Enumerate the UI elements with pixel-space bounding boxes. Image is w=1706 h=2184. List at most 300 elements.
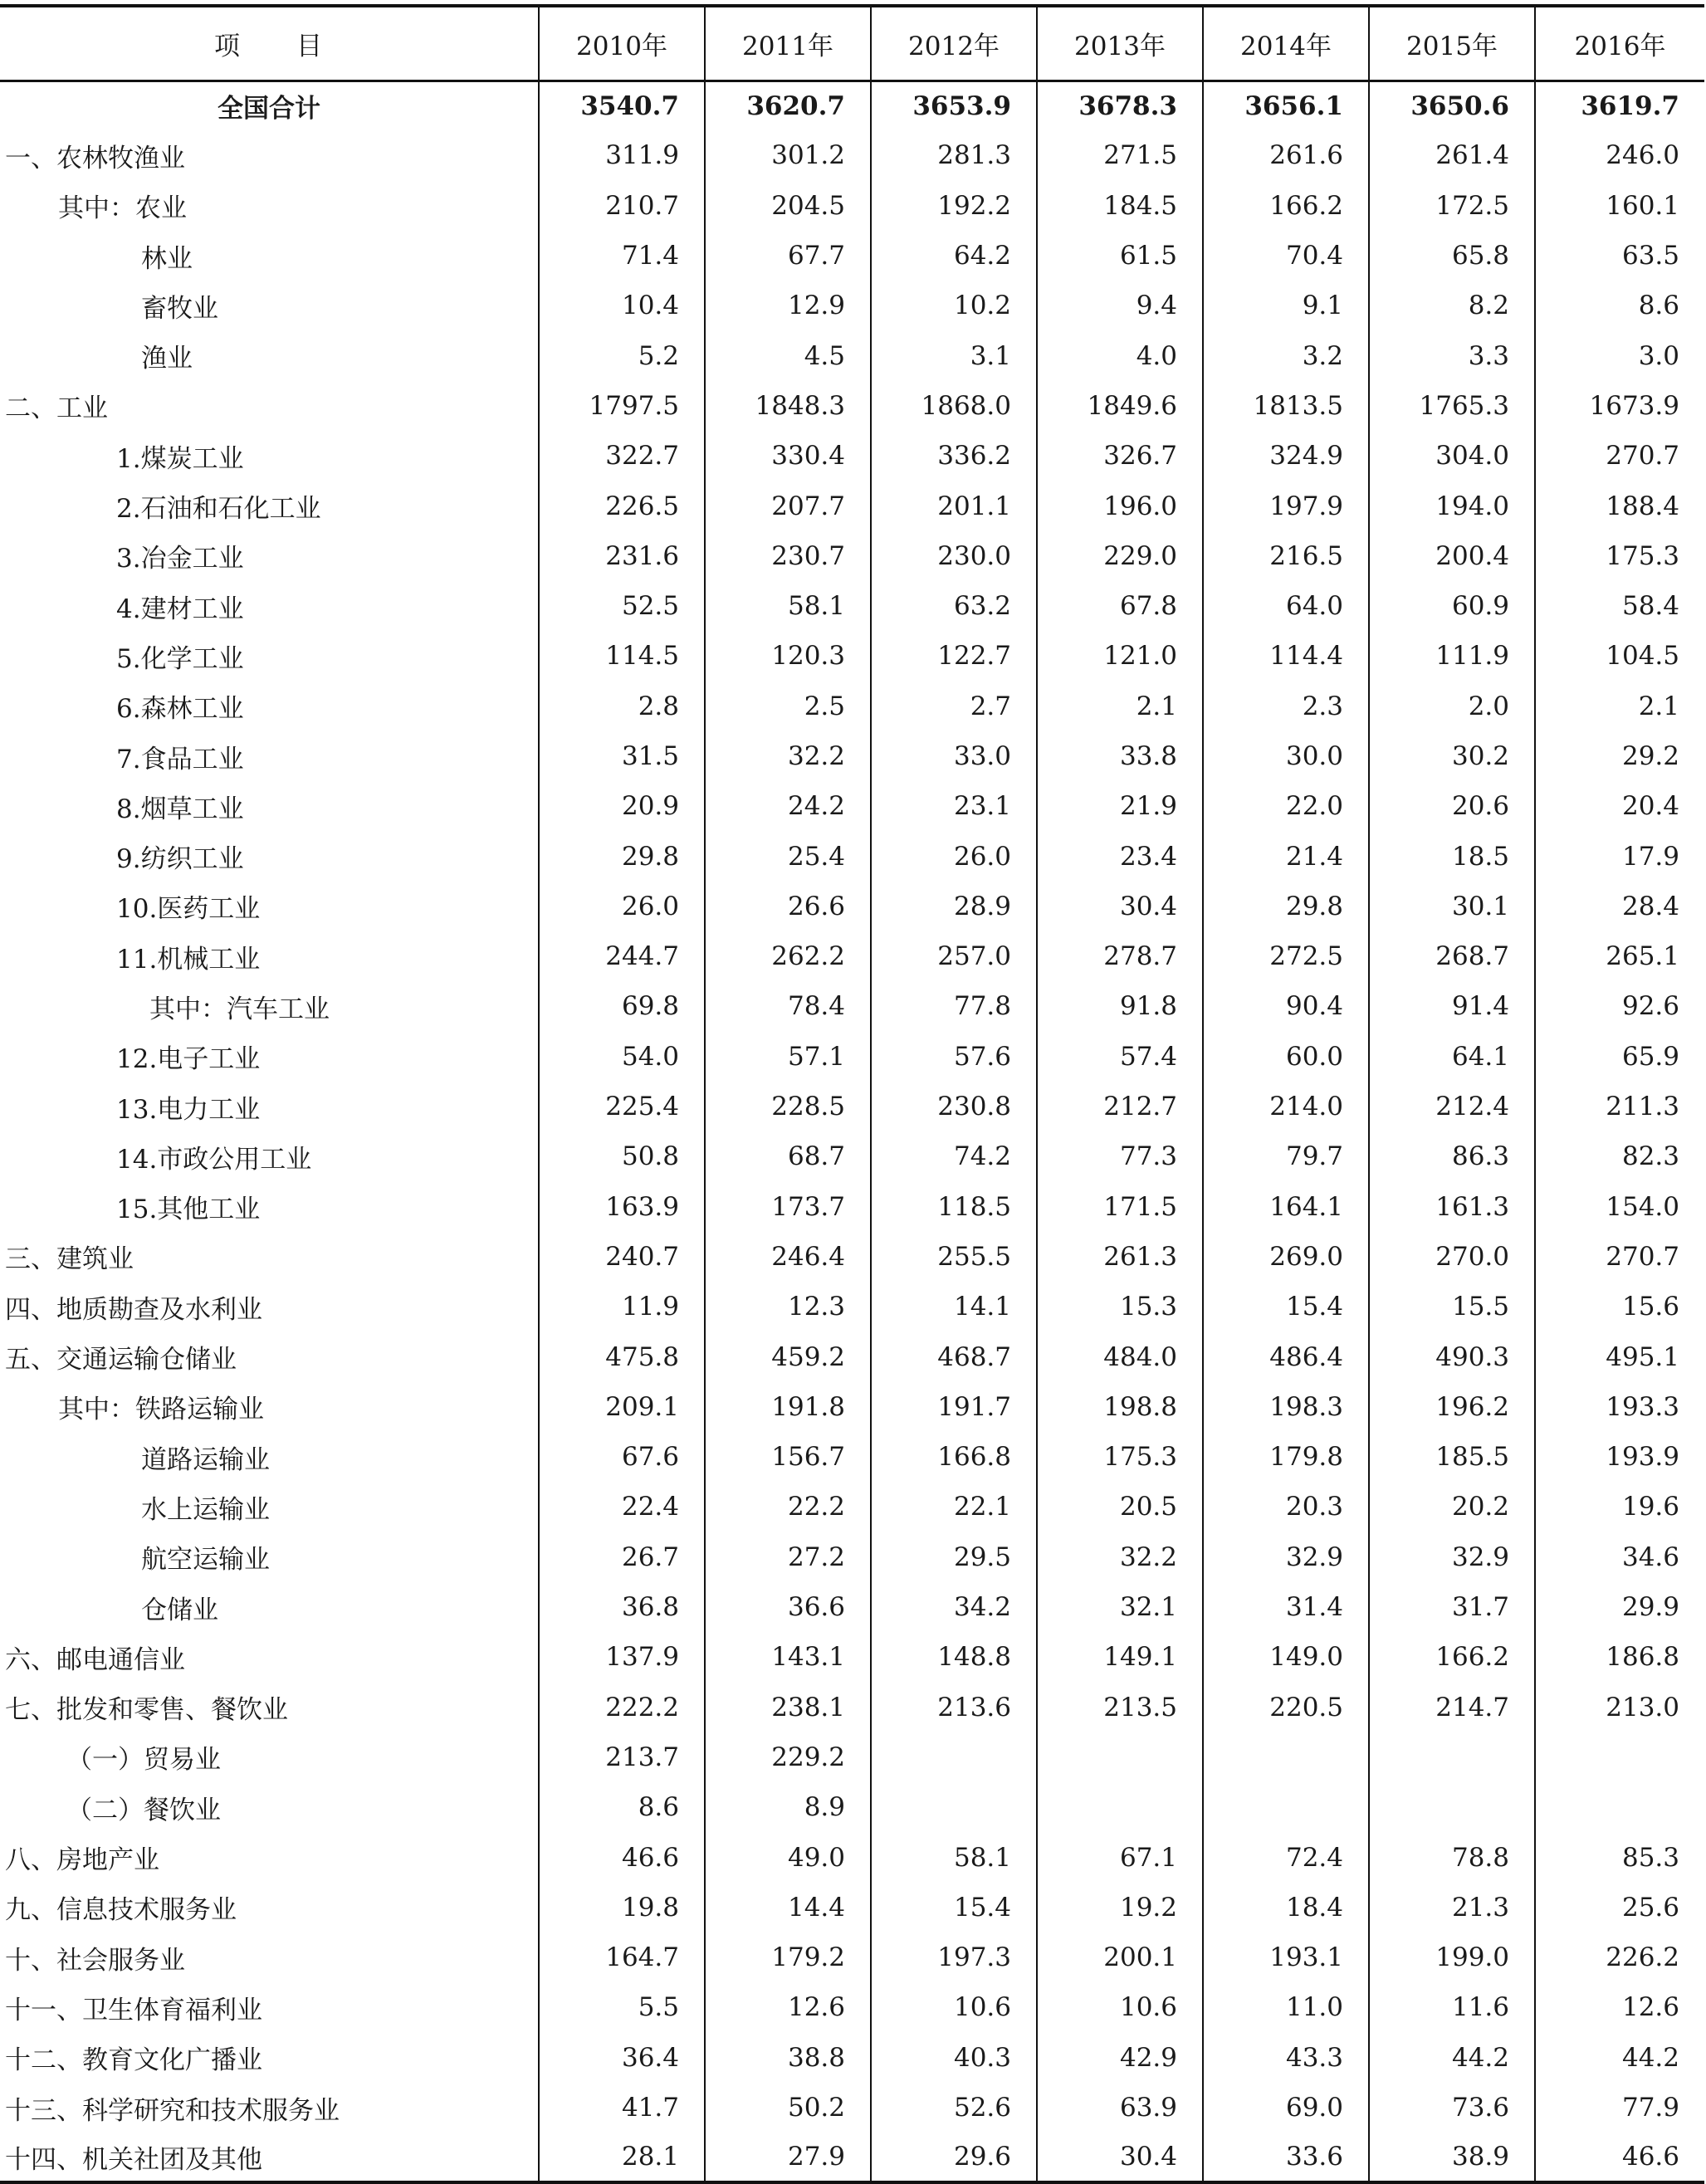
row-label: 5.化学工业 (116, 643, 244, 674)
value-cell: 12.3 (705, 1282, 871, 1331)
value-cell: 77.3 (1037, 1131, 1203, 1181)
row-label: 1.煤炭工业 (116, 443, 244, 474)
header-year: 2014年 (1203, 6, 1369, 81)
table-row (0, 1432, 1704, 1482)
table-row (0, 1732, 1704, 1782)
value-cell: 213.7 (539, 1732, 705, 1782)
value-cell: 27.2 (705, 1532, 871, 1582)
value-cell: 468.7 (871, 1331, 1037, 1381)
value-cell: 30.0 (1203, 731, 1369, 781)
value-cell: 67.6 (539, 1432, 705, 1482)
table-row (0, 1331, 1704, 1381)
value-cell: 33.6 (1203, 2133, 1369, 2182)
value-cell: 30.4 (1037, 2133, 1203, 2182)
value-cell: 11.9 (539, 1282, 705, 1331)
value-cell: 246.0 (1535, 130, 1704, 180)
value-cell: 25.4 (705, 831, 871, 881)
value-cell: 67.8 (1037, 581, 1203, 631)
value-cell: 114.5 (539, 631, 705, 681)
value-cell: 193.1 (1203, 1932, 1369, 1982)
row-label: 其中：汽车工业 (149, 994, 330, 1024)
value-cell: 32.1 (1037, 1582, 1203, 1632)
value-cell: 25.6 (1535, 1883, 1704, 1932)
header-year: 2010年 (539, 6, 705, 81)
value-cell: 26.6 (705, 882, 871, 931)
value-cell: 86.3 (1369, 1131, 1535, 1181)
value-cell: 230.7 (705, 531, 871, 581)
value-cell: 244.7 (539, 931, 705, 981)
table-row (0, 1683, 1704, 1732)
value-cell: 46.6 (539, 1832, 705, 1882)
value-cell: 21.4 (1203, 831, 1369, 881)
value-cell: 1797.5 (539, 381, 705, 431)
value-cell: 8.6 (539, 1782, 705, 1832)
value-cell: 3.3 (1369, 330, 1535, 380)
row-label: 仓储业 (141, 1595, 218, 1625)
value-cell: 490.3 (1369, 1331, 1535, 1381)
table-row (0, 181, 1704, 231)
value-cell: 191.7 (871, 1382, 1037, 1432)
value-cell (1203, 1732, 1369, 1782)
table-row (0, 931, 1704, 981)
value-cell: 20.2 (1369, 1482, 1535, 1532)
value-cell: 57.4 (1037, 1032, 1203, 1082)
value-cell: 186.8 (1535, 1632, 1704, 1682)
row-label: 十四、机关社团及其他 (0, 2133, 539, 2182)
value-cell (1369, 1782, 1535, 1832)
value-cell: 194.0 (1369, 481, 1535, 530)
statistics-table (0, 4, 1704, 2184)
table-row (0, 781, 1704, 831)
value-cell: 32.2 (1037, 1532, 1203, 1582)
value-cell: 261.6 (1203, 130, 1369, 180)
table-row (0, 981, 1704, 1031)
table-row (0, 631, 1704, 681)
value-cell (871, 1782, 1037, 1832)
table-row (0, 581, 1704, 631)
value-cell: 52.5 (539, 581, 705, 631)
value-cell: 69.0 (1203, 2083, 1369, 2133)
value-cell: 26.7 (539, 1532, 705, 1582)
value-cell: 143.1 (705, 1632, 871, 1682)
value-cell: 20.5 (1037, 1482, 1203, 1532)
value-cell: 65.8 (1369, 231, 1535, 281)
value-cell: 9.4 (1037, 281, 1203, 330)
value-cell: 38.9 (1369, 2133, 1535, 2182)
value-cell: 4.0 (1037, 330, 1203, 380)
header-year: 2015年 (1369, 6, 1535, 81)
row-label: 13.电力工业 (116, 1094, 261, 1125)
value-cell: 204.5 (705, 181, 871, 231)
row-label: 3.冶金工业 (116, 544, 244, 574)
value-cell: 77.9 (1535, 2083, 1704, 2133)
value-cell: 63.2 (871, 581, 1037, 631)
value-cell: 3656.1 (1203, 81, 1369, 130)
value-cell: 42.9 (1037, 2033, 1203, 2083)
value-cell: 164.7 (539, 1932, 705, 1982)
table-header (0, 6, 1704, 81)
value-cell: 486.4 (1203, 1331, 1369, 1381)
value-cell: 4.5 (705, 330, 871, 380)
value-cell: 326.7 (1037, 431, 1203, 481)
value-cell: 228.5 (705, 1082, 871, 1131)
value-cell: 8.2 (1369, 281, 1535, 330)
value-cell: 166.2 (1203, 181, 1369, 231)
value-cell: 20.9 (539, 781, 705, 831)
value-cell: 85.3 (1535, 1832, 1704, 1882)
value-cell: 69.8 (539, 981, 705, 1031)
value-cell: 10.6 (871, 1982, 1037, 2032)
row-label: 一、农林牧渔业 (5, 143, 185, 173)
value-cell: 21.3 (1369, 1883, 1535, 1932)
table-row (0, 1632, 1704, 1682)
value-cell: 14.1 (871, 1282, 1037, 1331)
value-cell: 209.1 (539, 1382, 705, 1432)
value-cell: 20.3 (1203, 1482, 1369, 1532)
value-cell: 28.4 (1535, 882, 1704, 931)
value-cell: 11.0 (1203, 1982, 1369, 2032)
value-cell (1037, 1782, 1203, 1832)
value-cell: 23.1 (871, 781, 1037, 831)
value-cell: 92.6 (1535, 981, 1704, 1031)
row-label: 十一、卫生体育福利业 (5, 1995, 262, 2025)
row-label: 8.烟草工业 (116, 794, 244, 824)
value-cell: 214.0 (1203, 1082, 1369, 1131)
value-cell (1535, 1732, 1704, 1782)
row-label: 十三、科学研究和技术服务业 (5, 2095, 340, 2126)
value-cell: 12.6 (705, 1982, 871, 2032)
value-cell: 21.9 (1037, 781, 1203, 831)
table-row (0, 1883, 1704, 1932)
value-cell: 164.1 (1203, 1182, 1369, 1232)
row-label: 全国合计 (218, 94, 320, 125)
value-cell: 196.0 (1037, 481, 1203, 530)
value-cell: 220.5 (1203, 1683, 1369, 1732)
value-cell: 475.8 (539, 1331, 705, 1381)
table-row (0, 481, 1704, 530)
table-row (0, 1982, 1704, 2032)
value-cell: 19.8 (539, 1883, 705, 1932)
value-cell: 41.7 (539, 2083, 705, 2133)
value-cell: 24.2 (705, 781, 871, 831)
value-cell: 8.9 (705, 1782, 871, 1832)
value-cell (1535, 1782, 1704, 1832)
table-row (0, 2133, 1704, 2182)
value-cell: 166.8 (871, 1432, 1037, 1482)
row-label: 12.电子工业 (116, 1044, 261, 1075)
table-row (0, 431, 1704, 481)
value-cell: 11.6 (1369, 1982, 1535, 2032)
value-cell: 330.4 (705, 431, 871, 481)
table-row (0, 1232, 1704, 1282)
value-cell: 26.0 (539, 882, 705, 931)
value-cell: 10.6 (1037, 1982, 1203, 2032)
value-cell: 22.0 (1203, 781, 1369, 831)
row-label: （二）餐饮业 (66, 1795, 221, 1825)
row-label: 渔业 (141, 344, 193, 374)
value-cell: 29.9 (1535, 1582, 1704, 1632)
value-cell: 32.2 (705, 731, 871, 781)
value-cell: 18.5 (1369, 831, 1535, 881)
value-cell: 79.7 (1203, 1131, 1369, 1181)
value-cell: 311.9 (539, 130, 705, 180)
value-cell: 64.1 (1369, 1032, 1535, 1082)
value-cell: 29.6 (871, 2133, 1037, 2182)
value-cell: 5.5 (539, 1982, 705, 2032)
value-cell: 281.3 (871, 130, 1037, 180)
value-cell: 50.8 (539, 1131, 705, 1181)
value-cell: 262.2 (705, 931, 871, 981)
row-label: 五、交通运输仓储业 (5, 1345, 237, 1375)
value-cell: 229.2 (705, 1732, 871, 1782)
value-cell: 304.0 (1369, 431, 1535, 481)
row-label: 2.石油和石化工业 (116, 494, 321, 525)
value-cell: 44.2 (1369, 2033, 1535, 2083)
table-row (0, 2033, 1704, 2083)
value-cell: 36.6 (705, 1582, 871, 1632)
row-label: 航空运输业 (141, 1545, 270, 1576)
value-cell: 214.7 (1369, 1683, 1535, 1732)
value-cell: 29.8 (1203, 882, 1369, 931)
value-cell: 172.5 (1369, 181, 1535, 231)
value-cell: 2.7 (871, 682, 1037, 731)
row-label: 六、邮电通信业 (5, 1644, 185, 1675)
value-cell: 213.5 (1037, 1683, 1203, 1732)
value-cell: 193.3 (1535, 1382, 1704, 1432)
row-label: 八、房地产业 (5, 1845, 159, 1876)
value-cell: 230.8 (871, 1082, 1037, 1131)
table-row (0, 1282, 1704, 1331)
row-label: 14.市政公用工业 (116, 1144, 312, 1175)
value-cell: 28.1 (539, 2133, 705, 2182)
row-label: 9.纺织工业 (116, 844, 244, 875)
table-row (0, 130, 1704, 180)
value-cell: 3.0 (1535, 330, 1704, 380)
value-cell (1203, 1782, 1369, 1832)
table-row (0, 1932, 1704, 1982)
value-cell: 179.8 (1203, 1432, 1369, 1482)
value-cell: 31.7 (1369, 1582, 1535, 1632)
value-cell: 71.4 (539, 231, 705, 281)
row-label: 九、信息技术服务业 (5, 1895, 237, 1926)
value-cell: 63.5 (1535, 231, 1704, 281)
value-cell: 3653.9 (871, 81, 1037, 130)
value-cell: 191.8 (705, 1382, 871, 1432)
header-item: 项 目 (0, 6, 539, 81)
table-row (0, 531, 1704, 581)
value-cell: 261.3 (1037, 1232, 1203, 1282)
value-cell: 161.3 (1369, 1182, 1535, 1232)
value-cell: 10.4 (539, 281, 705, 330)
value-cell: 269.0 (1203, 1232, 1369, 1282)
value-cell: 60.0 (1203, 1032, 1369, 1082)
value-cell: 77.8 (871, 981, 1037, 1031)
value-cell: 1849.6 (1037, 381, 1203, 431)
value-cell: 192.2 (871, 181, 1037, 231)
value-cell: 58.1 (705, 581, 871, 631)
table-row (0, 1582, 1704, 1632)
value-cell: 230.0 (871, 531, 1037, 581)
value-cell: 2.1 (1037, 682, 1203, 731)
value-cell: 114.4 (1203, 631, 1369, 681)
value-cell: 65.9 (1535, 1032, 1704, 1082)
value-cell: 198.8 (1037, 1382, 1203, 1432)
value-cell: 197.9 (1203, 481, 1369, 530)
table-row (0, 1131, 1704, 1181)
value-cell: 222.2 (539, 1683, 705, 1732)
value-cell: 324.9 (1203, 431, 1369, 481)
value-cell: 193.9 (1535, 1432, 1704, 1482)
row-label: 15.其他工业 (116, 1195, 261, 1225)
value-cell: 166.2 (1369, 1632, 1535, 1682)
row-label: 七、批发和零售、餐饮业 (5, 1695, 288, 1726)
value-cell: 15.6 (1535, 1282, 1704, 1331)
value-cell: 2.8 (539, 682, 705, 731)
value-cell: 27.9 (705, 2133, 871, 2182)
header-year: 2012年 (871, 6, 1037, 81)
value-cell: 74.2 (871, 1131, 1037, 1181)
value-cell: 207.7 (705, 481, 871, 530)
value-cell: 149.0 (1203, 1632, 1369, 1682)
value-cell: 38.8 (705, 2033, 871, 2083)
value-cell: 8.6 (1535, 281, 1704, 330)
value-cell: 30.4 (1037, 882, 1203, 931)
value-cell: 121.0 (1037, 631, 1203, 681)
value-cell: 104.5 (1535, 631, 1704, 681)
value-cell: 34.6 (1535, 1532, 1704, 1582)
header-row (0, 6, 1704, 81)
value-cell: 225.4 (539, 1082, 705, 1131)
value-cell: 28.9 (871, 882, 1037, 931)
value-cell: 148.8 (871, 1632, 1037, 1682)
header-year: 2011年 (705, 6, 871, 81)
value-cell: 29.5 (871, 1532, 1037, 1582)
total-row (0, 81, 1704, 130)
value-cell: 246.4 (705, 1232, 871, 1282)
value-cell: 3620.7 (705, 81, 871, 130)
value-cell: 270.7 (1535, 431, 1704, 481)
value-cell: 3.2 (1203, 330, 1369, 380)
value-cell: 2.0 (1369, 682, 1535, 731)
value-cell: 44.2 (1535, 2033, 1704, 2083)
value-cell: 90.4 (1203, 981, 1369, 1031)
value-cell: 229.0 (1037, 531, 1203, 581)
table-row (0, 381, 1704, 431)
value-cell: 3540.7 (539, 81, 705, 130)
table-row (0, 2083, 1704, 2133)
value-cell: 20.4 (1535, 781, 1704, 831)
value-cell: 201.1 (871, 481, 1037, 530)
header-year: 2016年 (1535, 6, 1704, 81)
value-cell: 213.0 (1535, 1683, 1704, 1732)
value-cell: 231.6 (539, 531, 705, 581)
table-row (0, 1182, 1704, 1232)
value-cell: 270.0 (1369, 1232, 1535, 1282)
value-cell: 30.1 (1369, 882, 1535, 931)
value-cell: 175.3 (1037, 1432, 1203, 1482)
value-cell: 68.7 (705, 1131, 871, 1181)
value-cell: 137.9 (539, 1632, 705, 1682)
value-cell: 484.0 (1037, 1331, 1203, 1381)
value-cell: 1813.5 (1203, 381, 1369, 431)
value-cell: 91.4 (1369, 981, 1535, 1031)
row-label: 十、社会服务业 (5, 1945, 185, 1976)
table-row (0, 831, 1704, 881)
value-cell: 212.4 (1369, 1082, 1535, 1131)
value-cell: 12.9 (705, 281, 871, 330)
value-cell: 1848.3 (705, 381, 871, 431)
value-cell: 57.1 (705, 1032, 871, 1082)
row-label: 水上运输业 (141, 1494, 270, 1525)
value-cell: 197.3 (871, 1932, 1037, 1982)
table-row (0, 1782, 1704, 1832)
table-row (0, 1082, 1704, 1131)
row-label: 二、工业 (5, 393, 108, 424)
value-cell: 184.5 (1037, 181, 1203, 231)
value-cell: 58.4 (1535, 581, 1704, 631)
row-label: 林业 (141, 243, 193, 274)
value-cell: 120.3 (705, 631, 871, 681)
value-cell: 200.1 (1037, 1932, 1203, 1982)
value-cell: 156.7 (705, 1432, 871, 1482)
row-label: 十二、教育文化广播业 (5, 2045, 262, 2076)
value-cell: 270.7 (1535, 1232, 1704, 1282)
value-cell: 78.8 (1369, 1832, 1535, 1882)
value-cell: 459.2 (705, 1331, 871, 1381)
value-cell: 15.4 (871, 1883, 1037, 1932)
value-cell: 19.2 (1037, 1883, 1203, 1932)
value-cell (1369, 1732, 1535, 1782)
value-cell: 54.0 (539, 1032, 705, 1082)
value-cell: 58.1 (871, 1832, 1037, 1882)
value-cell: 175.3 (1535, 531, 1704, 581)
row-label: 6.森林工业 (116, 694, 244, 725)
value-cell: 22.2 (705, 1482, 871, 1532)
value-cell: 171.5 (1037, 1182, 1203, 1232)
value-cell: 216.5 (1203, 531, 1369, 581)
value-cell: 40.3 (871, 2033, 1037, 2083)
value-cell: 60.9 (1369, 581, 1535, 631)
value-cell: 163.9 (539, 1182, 705, 1232)
value-cell: 226.2 (1535, 1932, 1704, 1982)
table-row (0, 882, 1704, 931)
value-cell: 32.9 (1369, 1532, 1535, 1582)
value-cell: 23.4 (1037, 831, 1203, 881)
value-cell: 198.3 (1203, 1382, 1369, 1432)
value-cell: 36.8 (539, 1582, 705, 1632)
value-cell: 29.2 (1535, 731, 1704, 781)
row-label: 其中：农业 (58, 193, 187, 224)
value-cell: 31.5 (539, 731, 705, 781)
value-cell: 52.6 (871, 2083, 1037, 2133)
value-cell (1037, 1732, 1203, 1782)
row-label: 10.医药工业 (116, 894, 261, 925)
value-cell: 57.6 (871, 1032, 1037, 1082)
value-cell: 240.7 (539, 1232, 705, 1282)
value-cell: 72.4 (1203, 1832, 1369, 1882)
value-cell: 67.1 (1037, 1832, 1203, 1882)
value-cell: 210.7 (539, 181, 705, 231)
value-cell: 19.6 (1535, 1482, 1704, 1532)
value-cell: 49.0 (705, 1832, 871, 1882)
value-cell: 15.5 (1369, 1282, 1535, 1331)
value-cell: 63.9 (1037, 2083, 1203, 2133)
value-cell: 33.8 (1037, 731, 1203, 781)
value-cell: 200.4 (1369, 531, 1535, 581)
value-cell: 26.0 (871, 831, 1037, 881)
value-cell: 213.6 (871, 1683, 1037, 1732)
value-cell: 9.1 (1203, 281, 1369, 330)
